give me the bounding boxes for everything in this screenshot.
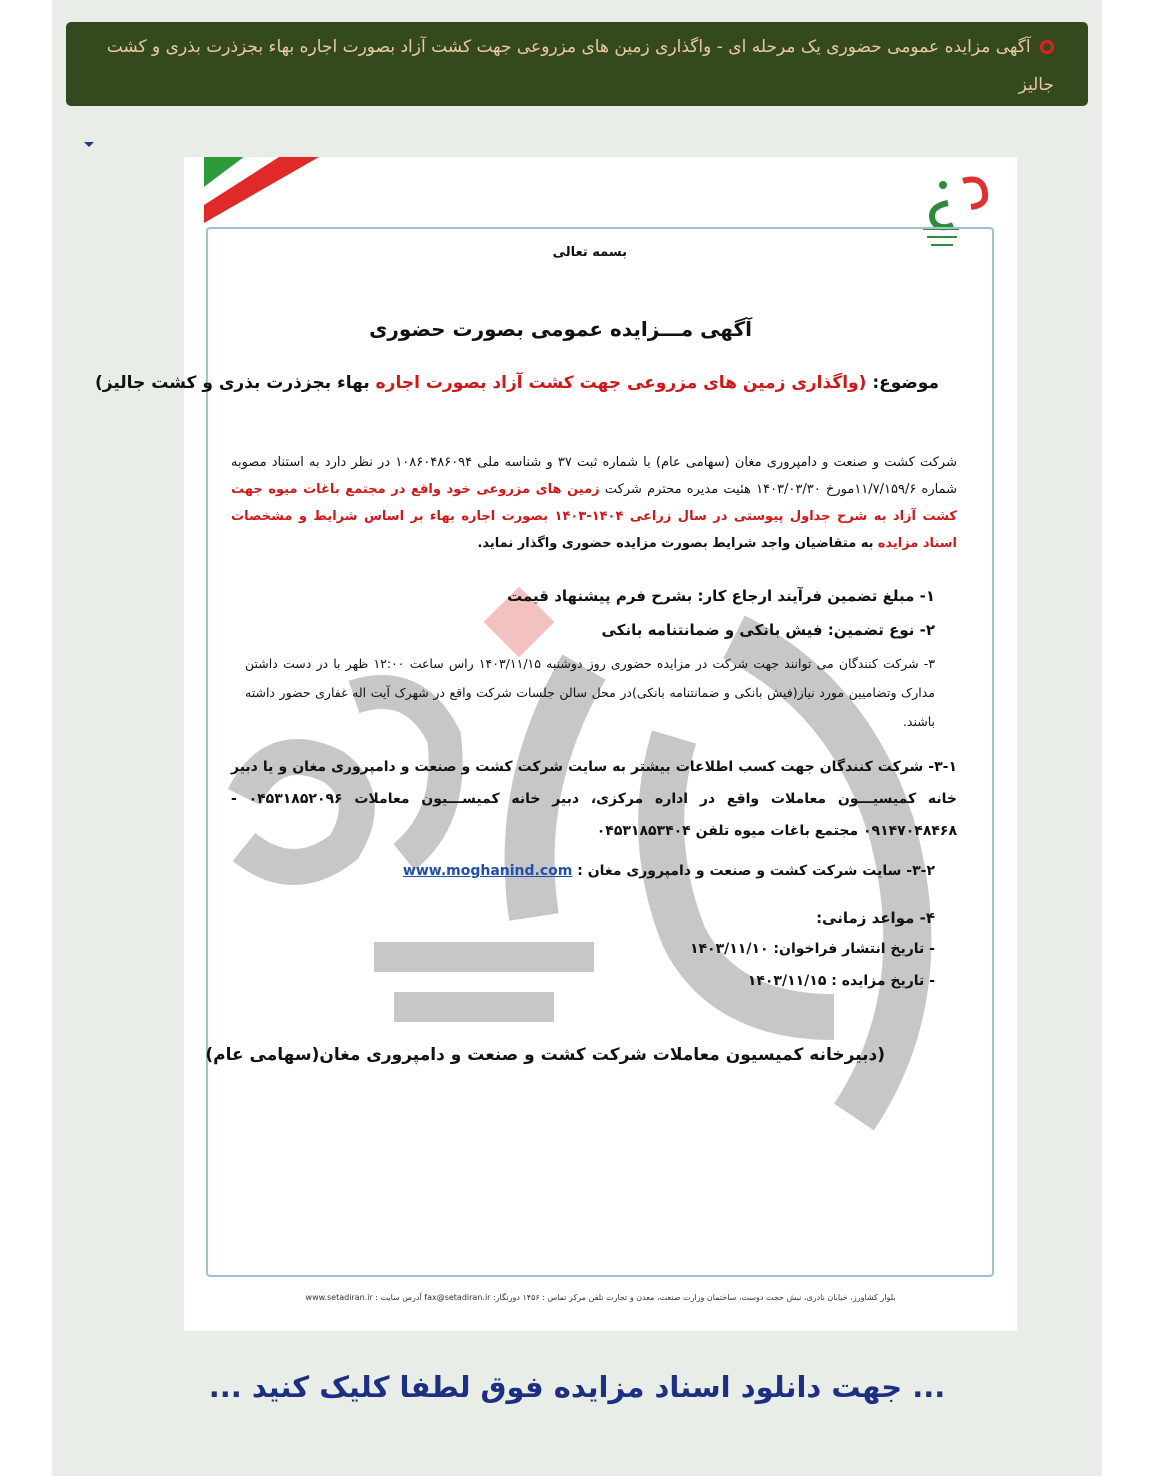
subject-line (95, 373, 939, 393)
intro-text-2: به متقاضیان واجد شرایط بصورت مزایده حضوری واگذار نماید. (477, 536, 874, 551)
intro-text-1: شرکت کشت و صنعت و دامپروری مغان (سهامی عام) با شماره ثبت ۳۷ و شناسه ملی ۱۰۸۶۰۴۸۶۰۹۴ در نظر دارد به استناد مصوبه شماره ۱۱/۷/۱۵۹/۶مورخ ۱۴۰۳/۰۳/۳۰ هئیت مدیره محترم شرکت (231, 455, 958, 497)
subject-red: (واگذاری زمین های مزروعی جهت کشت آزاد بصورت اجاره (375, 373, 867, 393)
date-auction: - تاریخ مزایده : ۱۴۰۳/۱۱/۱۵ (747, 973, 935, 989)
item-4: ۴- مواعد زمانی: (816, 909, 935, 927)
caret-down-icon[interactable] (84, 142, 94, 147)
download-documents-link[interactable]: ... جهت دانلود اسناد مزایده فوق لطفا کلیک کنید ... (208, 1370, 946, 1404)
intro-text-red: زمین های مزروعی خود واقع در مجتمع باغات میوه جهت کشت آزاد به شرح جداول پیوستی در سال زراعی ۱۴۰۴-۱۴۰۳ بصورت اجاره بهاء بر اساس شرایط و مشخصات اسناد مزایده (231, 482, 957, 551)
document-title: آگهی مـــزایده عمومی بصورت حضوری (369, 317, 752, 341)
subject-black: بهاء بجزذرت بذری و کشت جالیز) (95, 373, 370, 393)
document-footer: بلوار کشاورز، خیابان نادری، نبش حجت دوست، ساختمان وزارت صنعت، معدن و تجارت تلفن مرکز تماس : ۱۴۵۶ دورنگار: fax@setadiran.ir آدرس سایت : www.setadiran.ir (305, 1293, 896, 1302)
website-link[interactable]: www.moghanind.com (402, 863, 573, 879)
iran-flag-ribbon (184, 157, 324, 227)
item-3-2-line (403, 863, 935, 879)
item-2: ۲- نوع تضمین: فیش بانکی و ضمانتنامه بانکی (601, 621, 935, 639)
record-circle-icon (1040, 40, 1054, 54)
intro-paragraph (231, 449, 957, 557)
signature: (دبیرخانه کمیسیون معاملات شرکت کشت و صنعت و دامپروری مغان(سهامی عام) (205, 1045, 885, 1065)
item-1: ۱- مبلغ تضمین فرآیند ارجاع کار: بشرح فرم پیشنهاد قیمت (507, 587, 935, 605)
post-title-text: آگهی مزایده عمومی حضوری یک مرحله ای - واگذاری زمین های مزروعی جهت کشت آزاد بصورت اجاره بهاء بجزذرت بذری و کشت جالیز (106, 37, 1054, 95)
item-3: ۳- شرکت کنندگان می توانند جهت شرکت در مزایده حضوری روز دوشنبه ۱۴۰۳/۱۱/۱۵ راس ساعت ۱۲:۰۰ ظهر با در دست داشتن مدارک وتضامیین مورد نیاز(فیش بانکی و ضمانتنامه بانکی)در محل سالن جلسات شرکت واقع در شهرک آیت اله غفاری حضور داشته باشند. (245, 656, 936, 729)
subject-label: موضوع: (872, 373, 939, 393)
item-3-2: ۳-۲- سایت شرکت کشت و صنعت و دامپروری مغان : (577, 863, 935, 879)
basmala: بسمه تعالی (552, 245, 627, 260)
item-3-1: ۳-۱- شرکت کنندگان جهت کسب اطلاعات بیشتر به سایت شرکت کشت و صنعت و دامپروری مغان و یا دبیر خانه کمیسیـــون معاملات واقع در اداره مرکزی، دبیر خانه کمیســـیون معاملات ۰۴۵۳۱۸۵۲۰۹۶ - ۰۹۱۴۷۰۴۸۴۶۸ مجتمع باغات میوه تلفن ۰۴۵۳۱۸۵۳۴۰۴ (231, 759, 957, 839)
post-title-banner[interactable] (66, 22, 1088, 106)
auction-document-image[interactable] (95, 157, 1017, 1331)
date-publish: - تاریخ انتشار فراخوان: ۱۴۰۳/۱۱/۱۰ (689, 941, 935, 957)
